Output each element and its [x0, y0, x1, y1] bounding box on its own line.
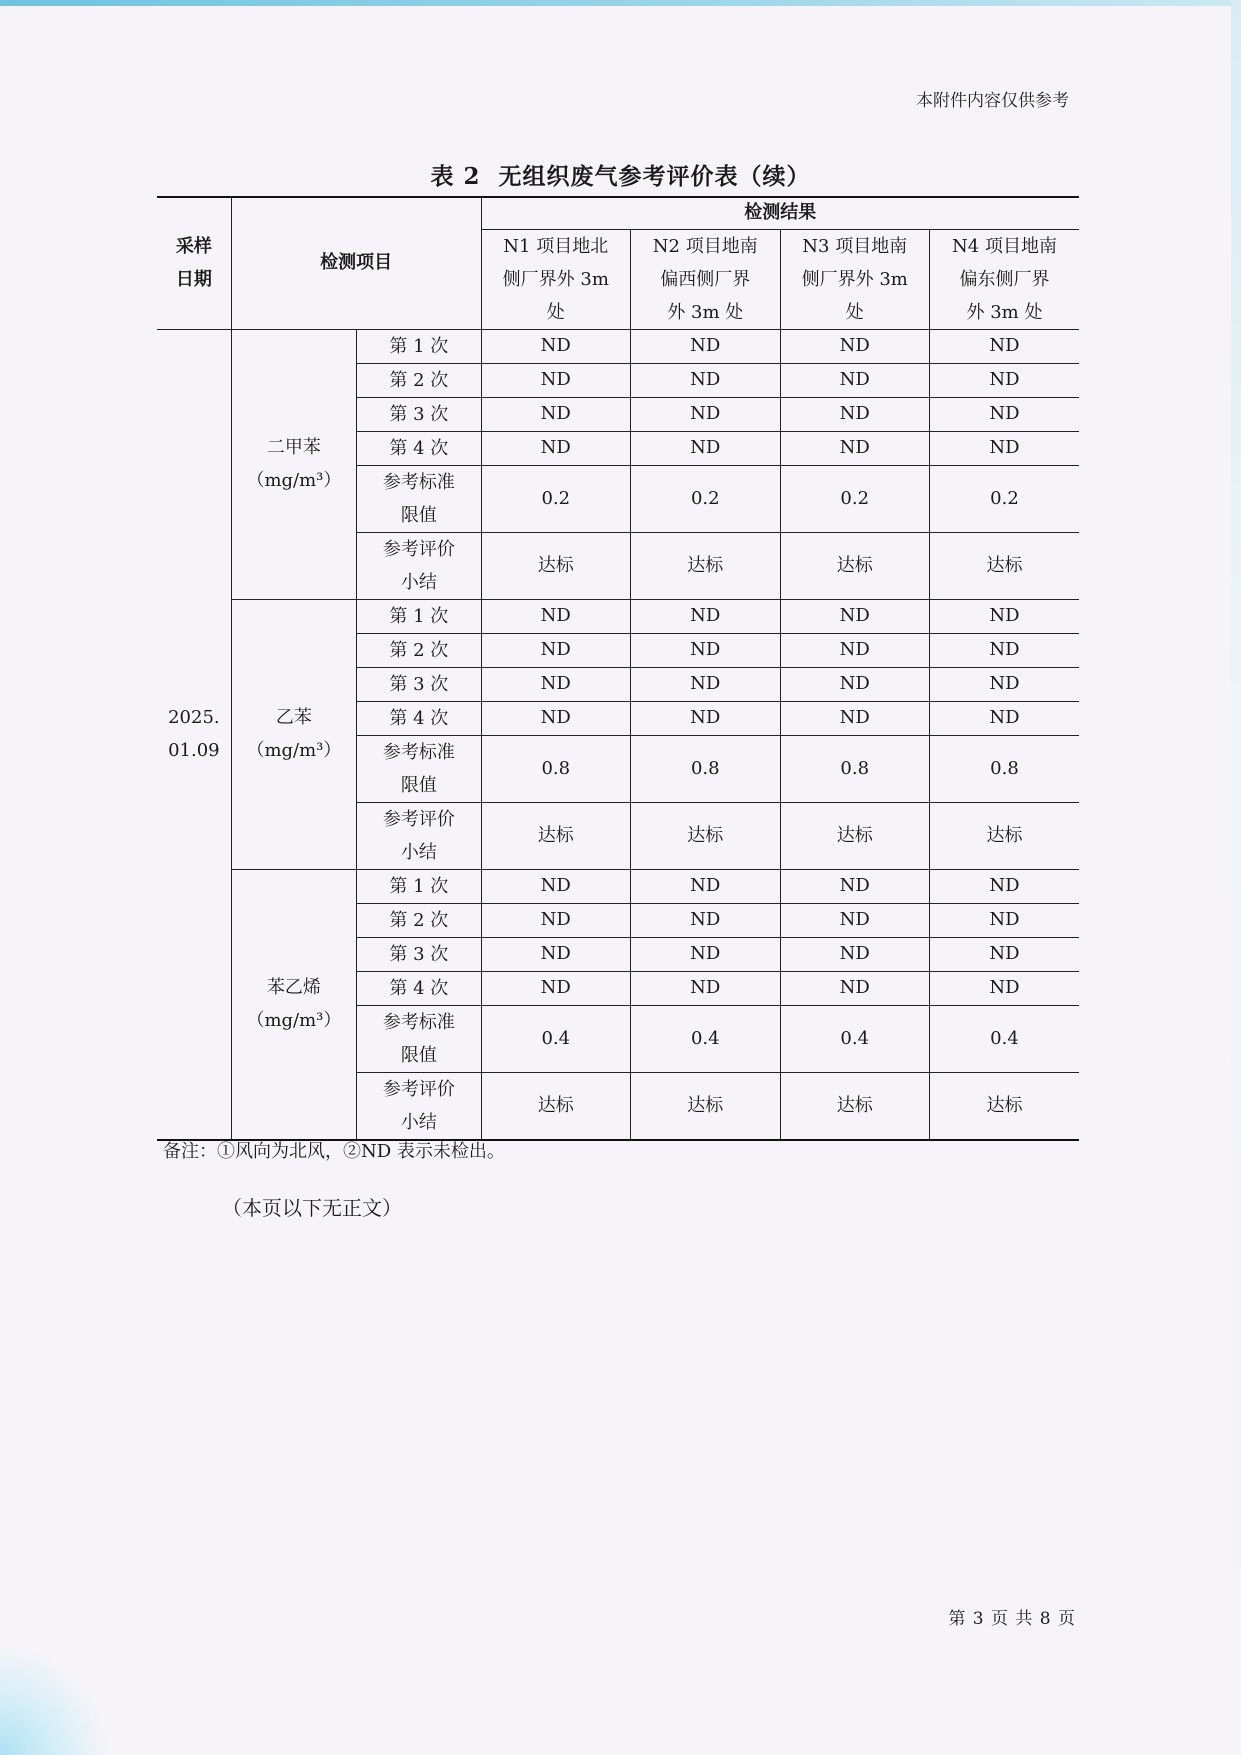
result-value: ND [780, 397, 929, 431]
result-value: 0.2 [631, 465, 780, 532]
result-value: ND [631, 701, 780, 735]
result-value: 达标 [481, 532, 630, 599]
result-value: ND [929, 363, 1079, 397]
table-row [157, 869, 1079, 903]
sub-item-label: 第 2 次 [389, 909, 449, 931]
result-value: ND [780, 903, 929, 937]
result-value: 0.2 [929, 465, 1079, 532]
header-point-label: N1 项目地北 侧厂界外 3m 处 [502, 235, 609, 323]
result-value: 达标 [780, 802, 929, 869]
result-value: ND [631, 329, 780, 363]
sub-item-cell [357, 599, 481, 633]
sampling-date: 2025. 01.09 [168, 707, 220, 761]
result-value: ND [929, 431, 1079, 465]
result-value: ND [780, 971, 929, 1005]
result-value: ND [780, 633, 929, 667]
result-value: 0.4 [481, 1005, 630, 1072]
result-value: ND [929, 329, 1079, 363]
result-value: ND [631, 667, 780, 701]
sub-item-label: 第 2 次 [389, 639, 449, 661]
result-value: 0.8 [481, 735, 630, 802]
result-value: 达标 [481, 802, 630, 869]
sub-item-label: 第 1 次 [389, 335, 449, 357]
result-value: 0.4 [780, 1005, 929, 1072]
table-title-text: 无组织废气参考评价表（续） [498, 163, 811, 190]
header-sampling-date [157, 197, 231, 329]
table-number: 表 2 [430, 163, 481, 190]
result-value: ND [481, 937, 630, 971]
result-value: ND [929, 937, 1079, 971]
header-sampling-date-text: 采样 日期 [175, 236, 212, 291]
result-value: ND [929, 667, 1079, 701]
result-value: ND [780, 431, 929, 465]
result-value: 达标 [631, 1072, 780, 1140]
end-of-text-note: （本页以下无正文） [222, 1196, 402, 1220]
scan-top-edge [0, 0, 1241, 6]
sub-item-cell [357, 633, 481, 667]
result-value: ND [631, 869, 780, 903]
sub-item-label: 第 1 次 [389, 605, 449, 627]
sub-item-label: 参考标准 限值 [382, 741, 455, 796]
sub-item-label: 参考评价 小结 [382, 1078, 455, 1133]
result-value: ND [780, 869, 929, 903]
table-title [0, 158, 1241, 191]
header-point-1 [481, 229, 630, 329]
result-value: ND [780, 363, 929, 397]
table-row [157, 599, 1079, 633]
result-value: ND [481, 431, 630, 465]
result-value: 0.4 [631, 1005, 780, 1072]
sub-item-cell [357, 532, 481, 599]
result-value: 达标 [481, 1072, 630, 1140]
sub-item-label: 第 4 次 [389, 707, 449, 729]
sub-item-label: 参考评价 小结 [382, 808, 455, 863]
sub-item-cell [357, 431, 481, 465]
result-value: ND [631, 599, 780, 633]
result-value: 达标 [929, 1072, 1079, 1140]
result-value: 0.2 [780, 465, 929, 532]
result-value: ND [481, 869, 630, 903]
result-value: ND [780, 701, 929, 735]
sub-item-cell [357, 937, 481, 971]
result-value: ND [631, 363, 780, 397]
sub-item-label: 第 3 次 [389, 673, 449, 695]
sub-item-cell [357, 869, 481, 903]
header-point-label: N4 项目地南 偏东侧厂界 外 3m 处 [952, 235, 1057, 323]
result-value: ND [631, 431, 780, 465]
result-value: ND [481, 397, 630, 431]
result-value: 达标 [631, 802, 780, 869]
result-value: ND [631, 397, 780, 431]
result-value: ND [631, 937, 780, 971]
sampling-date-cell [157, 329, 231, 1140]
sub-item-cell [357, 1072, 481, 1140]
result-value: ND [481, 363, 630, 397]
result-value: ND [481, 633, 630, 667]
header-point-2 [631, 229, 780, 329]
result-value: 0.2 [481, 465, 630, 532]
result-value: ND [481, 701, 630, 735]
header-note: 本附件内容仅供参考 [916, 91, 1069, 111]
sub-item-cell [357, 397, 481, 431]
pollutant-name: 乙苯 （mg/m³） [246, 707, 342, 761]
result-value: ND [780, 937, 929, 971]
result-value: 0.8 [631, 735, 780, 802]
sub-item-label: 第 3 次 [389, 943, 449, 965]
result-value: ND [929, 971, 1079, 1005]
sub-item-cell [357, 667, 481, 701]
result-value: 0.8 [780, 735, 929, 802]
evaluation-table [157, 196, 1079, 1141]
sub-item-label: 第 2 次 [389, 369, 449, 391]
result-value: 达标 [780, 532, 929, 599]
result-value: ND [929, 599, 1079, 633]
result-value: ND [481, 329, 630, 363]
result-value: ND [780, 329, 929, 363]
sub-item-cell [357, 735, 481, 802]
sub-item-cell [357, 465, 481, 532]
scan-corner-shade [0, 1645, 110, 1755]
result-value: ND [631, 633, 780, 667]
sub-item-label: 参考评价 小结 [382, 538, 455, 593]
header-results: 检测结果 [481, 197, 1079, 229]
result-value: ND [481, 599, 630, 633]
result-value: 0.8 [929, 735, 1079, 802]
result-value: ND [780, 599, 929, 633]
header-point-label: N3 项目地南 侧厂界外 3m 处 [801, 235, 908, 323]
sub-item-label: 第 3 次 [389, 403, 449, 425]
result-value: ND [929, 869, 1079, 903]
result-value: 达标 [929, 802, 1079, 869]
sub-item-label: 参考标准 限值 [382, 471, 455, 526]
sub-item-cell [357, 1005, 481, 1072]
result-value: ND [481, 971, 630, 1005]
sub-item-cell [357, 363, 481, 397]
result-value: ND [481, 903, 630, 937]
sub-item-cell [357, 701, 481, 735]
header-point-4 [929, 229, 1079, 329]
result-value: 达标 [929, 532, 1079, 599]
header-test-item: 检测项目 [231, 197, 481, 329]
sub-item-label: 第 4 次 [389, 437, 449, 459]
pollutant-name: 苯乙烯 （mg/m³） [246, 977, 342, 1031]
header-point-label: N2 项目地南 偏西侧厂界 外 3m 处 [652, 235, 758, 323]
sub-item-label: 第 1 次 [389, 875, 449, 897]
scan-right-edge [1231, 0, 1241, 1755]
sub-item-cell [357, 329, 481, 363]
pollutant-name: 二甲苯 （mg/m³） [246, 437, 342, 491]
sub-item-cell [357, 802, 481, 869]
pollutant-cell [231, 599, 356, 869]
pollutant-cell [231, 869, 356, 1140]
result-value: 达标 [631, 532, 780, 599]
result-value: ND [631, 903, 780, 937]
table-footnote: 备注：①风向为北风，②ND 表示未检出。 [163, 1141, 505, 1162]
header-point-3 [780, 229, 929, 329]
result-value: ND [929, 903, 1079, 937]
result-value: ND [481, 667, 630, 701]
result-value: 达标 [780, 1072, 929, 1140]
sub-item-label: 第 4 次 [389, 977, 449, 999]
result-value: ND [929, 397, 1079, 431]
result-value: 0.4 [929, 1005, 1079, 1072]
table-row [157, 329, 1079, 363]
pollutant-cell [231, 329, 356, 599]
result-value: ND [780, 667, 929, 701]
sub-item-cell [357, 903, 481, 937]
sub-item-label: 参考标准 限值 [382, 1011, 455, 1066]
result-value: ND [631, 971, 780, 1005]
sub-item-cell [357, 971, 481, 1005]
result-value: ND [929, 701, 1079, 735]
page-number: 第 3 页 共 8 页 [948, 1609, 1076, 1629]
result-value: ND [929, 633, 1079, 667]
